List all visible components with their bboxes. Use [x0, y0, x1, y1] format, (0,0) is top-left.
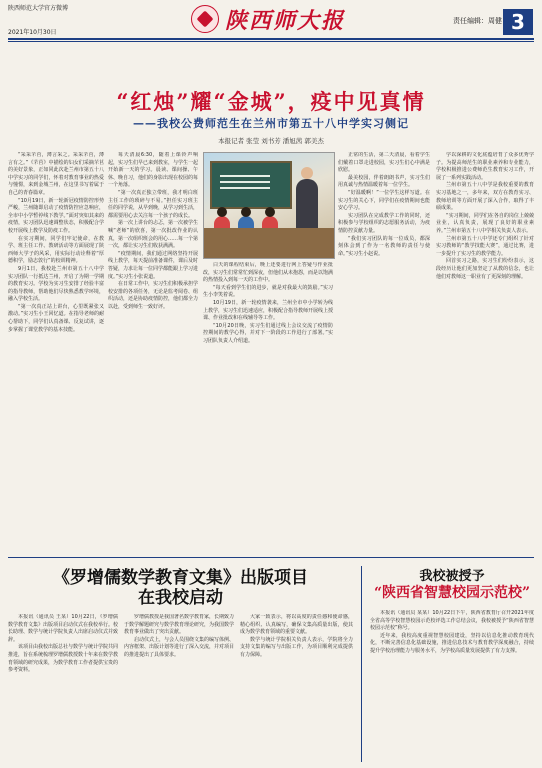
school-emblem-icon — [191, 5, 219, 33]
lead-column-3 — [203, 262, 333, 552]
article3-title-line1: 我校被授予 — [419, 569, 485, 584]
paragraph: 兰州市第五十八中学是我校重要的教育实习基地之一，多年来，双方在教育实习、教师培训等方面开展了深入合作，取得了丰硕成果。 — [436, 182, 534, 212]
paragraph: “采采芣苢，薄言采之。采采芣苢，薄言有之。”《芣苢》中描绘的妇女们采摘芣苢的美好景象，正如同此次赴兰州市第五十八中学实习的同学们，怀着对教育事业的热爱与憧憬，来到金城兰州，在这里书写着属于自己的青春篇章。 — [8, 152, 104, 196]
editor-credit: 责任编辑：周健 — [453, 17, 502, 25]
paragraph: 大家一致表示，将以高度的责任感和使命感，精心组织、认真编写，确保文集高质量出版，使其成为数学教育领域的重要文献。 — [240, 614, 353, 636]
paragraph: “疫情期间，我们通过网络坚持开展线上教学，每天提前准备课件，课后及时答疑，力求让每一位同学都能跟上学习进度。”实习生小张说道。 — [108, 250, 198, 280]
page-number: 3 — [503, 9, 533, 35]
lead-column-5 — [436, 152, 534, 552]
paragraph: 第一次上讲台的忐忑，第一次被学生喊“老师”的欣喜，第一次批改作业的认真，第一次组织班会的用心……每一个第一次，都让实习生们收获满满。 — [108, 220, 198, 250]
paragraph: 在日常工作中，实习生们积极承担学校安排的各项任务，无论是监考阅卷、组织活动，还是协助疫情防控，他们都全力以赴，受到师生一致好评。 — [108, 281, 198, 310]
masthead — [178, 4, 358, 34]
lead-byline: 本报记者 张莹 刘书芳 潘旭茜 郭美杰 — [218, 137, 324, 145]
paragraph: 回首实习之路，实习生们纷纷表示，这段经历让他们更加坚定了从教的信念，也让他们对教师这一职业有了更深刻的理解。 — [436, 258, 534, 280]
paragraph: “第一次真正站上讲台，心里既紧张又激动。”实习生小王回忆道。在指导老师的耐心帮助下，同学们认真备课、反复试讲，逐步掌握了课堂教学的基本技能。 — [8, 303, 104, 333]
paragraph: “10月19日，新一轮新冠疫情防控形势严峻，兰州随即启动了疫情防控应急响应，全市中小学暂停线下教学。”面对突如其来的疫情，实习团队迅速调整状态，积极配合学校开展线上教学及防疫工作。 — [8, 197, 104, 234]
article3-column-1 — [370, 610, 534, 762]
paragraph: 正常的生活，第二天清晨，看着学生们戴着口罩走进校园，实习生们心中满是欣慰。 — [338, 152, 430, 174]
header-rule-thin — [8, 41, 534, 42]
paragraph: 学以深耕的文化底蕴培育了众多优秀学子。为提高师范生的职业素养和专业能力，学校积极推进公费师范生教育实习工作，开展了一系列实践活动。 — [436, 152, 534, 181]
paragraph: 实习团队在完成教学工作的同时，还积极参与学校组织的志愿服务活动，为疫情防控贡献力量。 — [338, 212, 430, 234]
paragraph: “好温暖啊！”一位学生这样写道。在实习生的关心下，同学们在疫情期间也能安心学习。 — [338, 189, 430, 212]
classroom-photo — [203, 152, 335, 259]
paragraph: “10月20日晚，实习生们通过线上会议交流了疫情防控期间的教学心得，并对下一阶段的工作进行了部署。”实习团队负责人介绍道。 — [203, 322, 333, 344]
paragraph: 兰州市第五十八中学还专门组织了针对实习教师的“教学技能大赛”，通过比赛，进一步提升了实习生的教学能力。 — [436, 235, 534, 257]
paragraph: 9月1日，我校赴兰州市第五十八中学实习团队一行抵达兰州，开启了为期一学期的教育实习。学校为实习生安排了经验丰富的指导教师，帮助他们尽快熟悉教学环境，融入学校生活。 — [8, 265, 104, 303]
paragraph: “实习期间，同学们在各自的岗位上兢兢业业，认真负责，展现了良好的职业素养。”兰州市第五十八中学相关负责人表示。 — [436, 212, 534, 234]
paragraph: 本报讯（通讯员 王某）10月22日，《罗增儒数学教育文集》出版项目启动仪式在我校举行。校长助理、数学与统计学院负责人出席启动仪式并致辞。 — [8, 614, 118, 643]
lead-column-2 — [108, 152, 198, 552]
issue-date: 2021年10月30日 — [8, 29, 57, 36]
paragraph: 数学与统计学院相关负责人表示，学院将全力支持文集的编写与出版工作，为项目顺利完成提供有力保障。 — [240, 636, 353, 658]
paragraph: 在实习期间，同学们牢记使命，在教学、班主任工作、教研活动等方面展现了陕西师大学子的风采，用实际行动诠释着“厚德积学，励志敦行”的校训精神。 — [8, 235, 104, 265]
lead-subheadline: ——我校公费师范生在兰州市第五十八中学实习侧记 — [133, 117, 409, 130]
article2-column-3 — [240, 614, 353, 762]
lead-headline: “红烛”耀“金城”，疫中见真情 — [116, 89, 426, 114]
masthead-title: 陕西师大报 — [224, 7, 345, 34]
paragraph: 罗增儒教授是我国著名数学教育家，长期致力于数学解题研究与数学教育理论研究，为我国数学教育事业做出了突出贡献。 — [124, 614, 234, 636]
article2-title-line1: 《罗增儒数学教育文集》出版项目 — [53, 568, 308, 588]
article3-headline — [370, 568, 534, 602]
lead-column-1 — [8, 152, 104, 552]
paragraph: 该项目由我校出版总社与数学与统计学院共同推进，旨在系统梳理罗增儒教授数十年来在数学教育领域的研究成果，为数学教育工作者提供宝贵的参考资料。 — [8, 644, 118, 674]
header-rule — [8, 38, 534, 40]
paragraph: “每天看到学生们的进步，就是对我最大的鼓励。”实习生小李笑着说。 — [203, 284, 333, 299]
paragraph: 白天的课程结束后，晚上还要进行网上答疑与作业批改，实习生们常常忙到深夜，但他们从未抱怨，而是以饱满的热情投入到每一天的工作中。 — [203, 262, 333, 284]
article2-title-line2: 在我校启动 — [138, 588, 223, 608]
paragraph: 每天清晨6:30，随着上课铃声响起，实习生们早已来到教室，与学生一起开始新一天的学习。晨读、课间操、午休、晚自习，他们的身影出现在校园的每一个角落。 — [108, 152, 198, 189]
school-weibo-label: 陕西师范大学官方微博 — [8, 5, 69, 12]
paragraph: “我们实习团队的每一位成员，都深刻体会到了作为一名教师的责任与使命。”实习生小赵说。 — [338, 235, 430, 257]
article2-headline — [8, 568, 353, 608]
paragraph: 本报讯（通讯员 某某）10月22日下午，陕西省教育厅召开2021年度全省高等学校智慧校园示范校评选工作总结会议，我校被授予“陕西省智慧校园示范校”称号。 — [370, 610, 534, 632]
article2-column-1 — [8, 614, 118, 762]
paragraph: 启动仪式上，与会人员围绕文集的编写体例、内容框架、出版计划等进行了深入交流，并对项目的推进提出了具体要求。 — [124, 636, 234, 658]
paragraph: “第一次真正独立带班，我才明白班主任工作的琐碎与不易。”担任实习班主任的同学说，从早到晚，从学习到生活，都需要用心去关注每一个孩子的成长。 — [108, 189, 198, 219]
lead-column-4 — [338, 152, 430, 552]
article3-title-line2: “陕西省智慧校园示范校” — [373, 585, 531, 601]
article2-column-2 — [124, 614, 234, 762]
section-divider — [8, 557, 534, 558]
paragraph: 最美校园，伴着朗朗书声，实习生们用真诚与热情温暖着每一位学生。 — [338, 174, 430, 189]
paragraph: 近年来，我校高度重视智慧校园建设，坚持以信息化推动教育现代化，不断完善信息化基础设施，推进信息技术与教育教学深度融合，持续提升学校治理能力与服务水平，为学校高质量发展提供了有力支撑。 — [370, 632, 534, 654]
paragraph: 10月19日，新一轮疫情袭来，兰州全市中小学转为线上教学，实习生们迅速适应，积极配合指导教师开展线上授课、作业批改和在线辅导等工作。 — [203, 299, 333, 322]
column-divider — [361, 566, 362, 762]
